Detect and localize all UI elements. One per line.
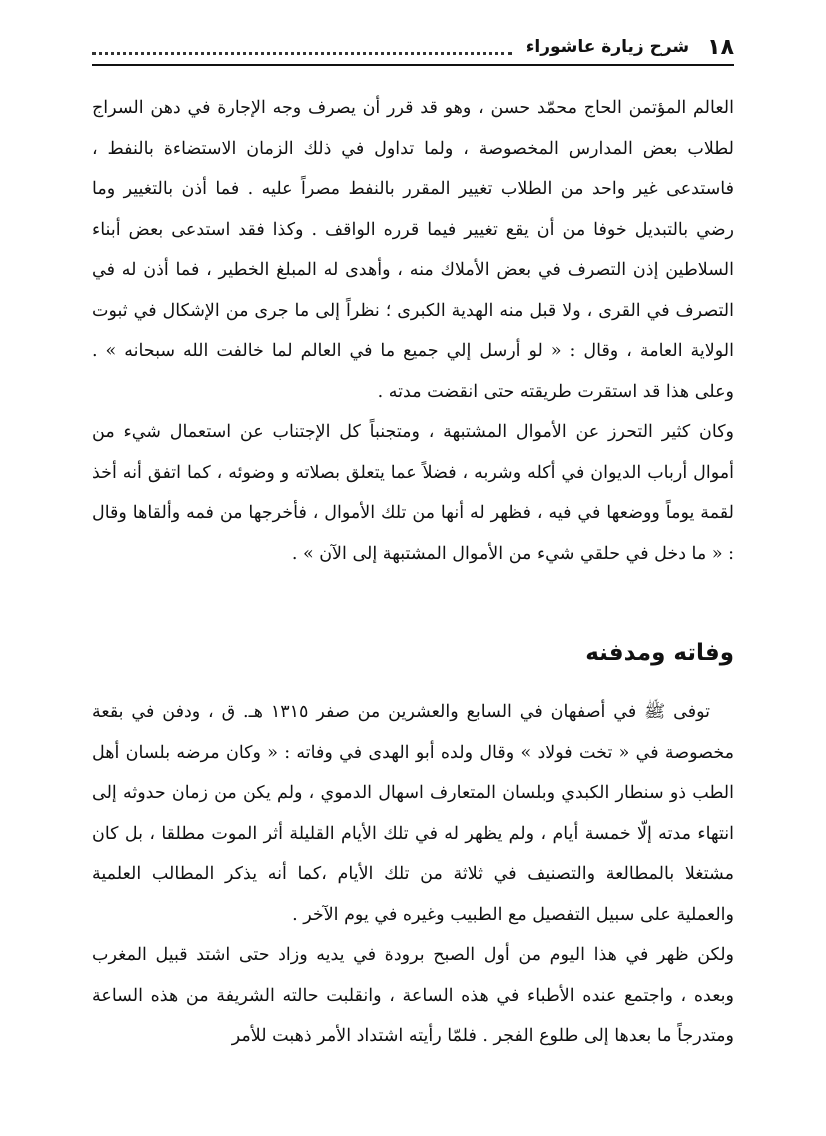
biography-text bbox=[92, 88, 734, 574]
paragraph-caution: وكان كثير التحرز عن الأموال المشتبهة ، ومتجنباً كل الإجتناب عن استعمال شيء من أموال أرباب الديوان في أكله وشربه ، فضلاً عما يتعلق بصلاته و وضوئه ، كما اتفق أنه أخذ لقمة يوماً ووضعها في فيه ، فظهر له أنها من تلك الأموال ، فأخرجها من فمه وألقاها وقال : « ما دخل في حلقي شيء من الأموال المشتبهة إلى الآن » . bbox=[92, 422, 734, 564]
death-text bbox=[92, 692, 734, 1057]
page-number: ١٨ bbox=[707, 34, 734, 60]
section-heading: وفاته ومدفنه bbox=[585, 640, 734, 666]
paragraph-death: توفى ﷺ في أصفهان في السابع والعشرين من صفر ١٣١٥ هـ. ق ، ودفن في بقعة مخصوصة في « تخت فولاد » وقال ولده أبو الهدى في وفاته : « وكان مرضه بلسان أهل الطب ذو سنطار الكبدي وبلسان المتعارف اسهال الدموي ، ولم يكن من زمان حدوثه إلى انتهاء مدته إلّا خمسة أيام ، ولم يظهر له في تلك الأيام القليلة أثر الموت مطلقا ، بل كان مشتغلا بالمطالعة والتصنيف في ثلاثة من تلك الأيام ،كما أنه يذكر المطالب العلمية والعملية على سبيل التفصيل مع الطبيب وغيره في يوم الآخر . bbox=[92, 702, 734, 925]
paragraph-trust: العالم المؤتمن الحاج محمّد حسن ، وهو قد قرر أن يصرف وجه الإجارة في دهن السراج لطلاب بعض المدارس المخصوصة ، ولما تداول في ذلك الزمان الاستضاءة بالنفط ، فاستدعى غير واحد من الطلاب تغيير المقرر بالنفط مصراً عليه . فما أذن بالتغيير وما رضي بالتبديل خوفا من أن يقع تغيير فيما قرره الواقف . وكذا فقد استدعى بعض أبناء السلاطين إذن التصرف في بعض الأملاك منه ، وأهدى له المبلغ الخطير ، فما أذن له في التصرف في القرى ، ولا قبل منه الهدية الكبرى ؛ نظراً إلى ما جرى من الإشكال في ثبوت الولاية العامة ، وقال : « لو أرسل إلي جميع ما في العالم لما خالفت الله سبحانه » . وعلى هذا قد استقرت طريقته حتى انقضت مدته . bbox=[92, 98, 734, 402]
paragraph-final-day: ولكن ظهر في هذا اليوم من أول الصبح برودة في يديه وزاد حتى اشتد قبيل المغرب وبعده ، واجتمع عنده الأطباء في هذه الساعة ، وانقلبت حالته الشريفة من هذه الساعة ومتدرجاً ما بعدها إلى طلوع الفجر . فلمّا رأيته اشتداد الأمر ذهبت للأمر bbox=[92, 945, 734, 1046]
book-title: شرح زيارة عاشوراء bbox=[525, 37, 690, 57]
dotted-leader bbox=[92, 44, 512, 55]
running-header bbox=[92, 30, 734, 66]
